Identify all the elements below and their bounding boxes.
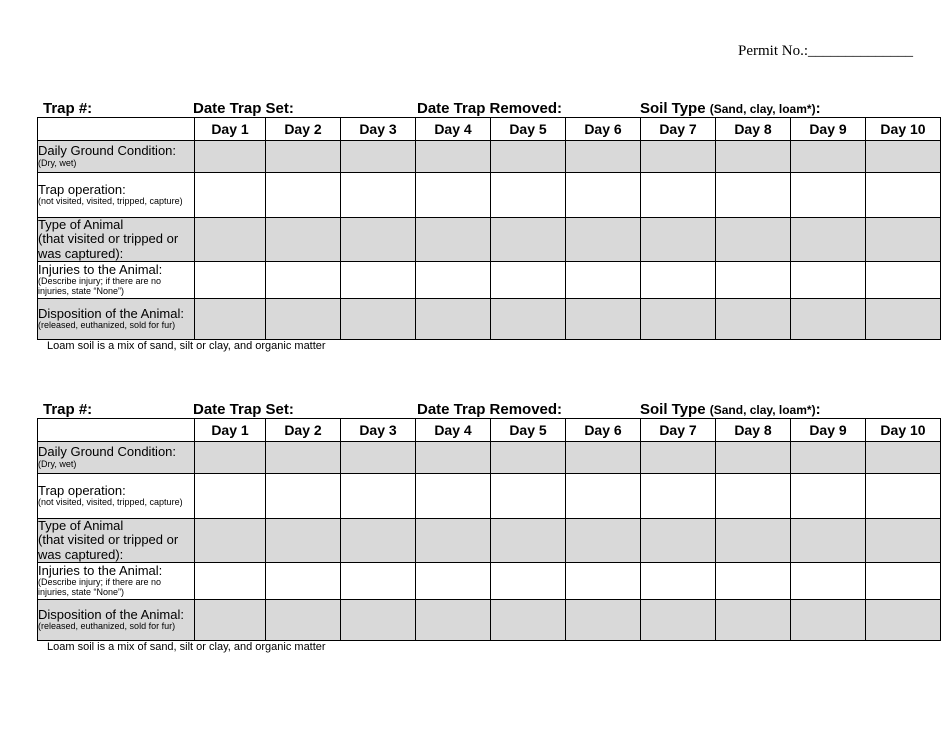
day-header-row [38,419,941,442]
entry-cell[interactable] [566,519,641,563]
row-subtitle: (not visited, visited, tripped, capture) [38,196,183,207]
entry-cell[interactable] [566,599,641,640]
table-row [38,218,941,262]
day-header: Day 7 [641,419,716,442]
table-row [38,173,941,218]
row-label [38,173,195,218]
entry-cell[interactable] [416,298,491,339]
trap-record-section [0,401,950,661]
row-title: Daily Ground Condition: [38,143,177,159]
entry-cell[interactable] [866,474,941,519]
entry-cell[interactable] [641,261,716,298]
row-subtitle: (released, euthanized, sold for fur) [38,320,176,331]
trap-number-label: Trap #: [43,401,93,418]
row-title: Disposition of the Animal: [38,606,184,622]
entry-cell[interactable] [195,599,266,640]
date-trap-removed-field[interactable] [417,401,562,418]
entry-cell[interactable] [195,562,266,599]
row-label [38,519,195,563]
day-header: Day 8 [716,118,791,141]
entry-cell[interactable] [641,519,716,563]
entry-cell[interactable] [416,599,491,640]
entry-cell[interactable] [416,519,491,563]
day-header: Day 5 [491,419,566,442]
entry-cell[interactable] [491,218,566,262]
entry-cell[interactable] [266,298,341,339]
day-header: Day 6 [566,419,641,442]
day-header: Day 4 [416,419,491,442]
trap-number-label: Trap #: [43,100,93,117]
row-subtitle: (Describe injury; if there are no injuries, state “None”) [38,276,162,297]
entry-cell[interactable] [566,261,641,298]
row-title: Trap operation: [38,482,126,498]
entry-cell[interactable] [195,218,266,262]
day-header: Day 10 [866,419,941,442]
entry-cell[interactable] [641,599,716,640]
entry-cell[interactable] [566,218,641,262]
entry-cell[interactable] [716,261,791,298]
row-subtitle: (released, euthanized, sold for fur) [38,621,176,632]
entry-cell[interactable] [791,218,866,262]
soil-type-label: Soil Type [640,100,706,117]
entry-cell[interactable] [566,562,641,599]
entry-cell[interactable] [641,474,716,519]
date-trap-set-label: Date Trap Set: [193,100,294,117]
entry-cell[interactable] [341,261,416,298]
entry-cell[interactable] [791,599,866,640]
entry-cell[interactable] [491,442,566,474]
entry-cell[interactable] [866,442,941,474]
date-trap-set-label: Date Trap Set: [193,401,294,418]
entry-cell[interactable] [195,173,266,218]
entry-cell[interactable] [341,218,416,262]
row-label [38,218,195,262]
entry-cell[interactable] [266,141,341,173]
entry-cell[interactable] [716,519,791,563]
soil-type-colon: : [815,401,821,418]
entry-cell[interactable] [491,562,566,599]
entry-cell[interactable] [866,562,941,599]
entry-cell[interactable] [341,519,416,563]
entry-cell[interactable] [491,298,566,339]
entry-cell[interactable] [195,141,266,173]
entry-cell[interactable] [266,562,341,599]
table-row [38,298,941,339]
entry-cell[interactable] [641,562,716,599]
date-trap-set-field[interactable] [193,100,294,117]
entry-cell[interactable] [716,442,791,474]
entry-cell[interactable] [791,298,866,339]
row-subtitle: (that visited or tripped or was captured): [38,532,179,562]
entry-cell[interactable] [866,599,941,640]
entry-cell[interactable] [266,218,341,262]
row-label [38,298,195,339]
date-trap-removed-field[interactable] [417,100,562,117]
entry-cell[interactable] [491,599,566,640]
row-title: Type of Animal [38,518,124,533]
entry-cell[interactable] [416,173,491,218]
entry-cell[interactable] [416,141,491,173]
date-trap-set-field[interactable] [193,401,294,418]
trap-number-field[interactable] [43,100,92,117]
row-title: Trap operation: [38,181,126,197]
entry-cell[interactable] [641,442,716,474]
day-header-row [38,118,941,141]
entry-cell[interactable] [641,218,716,262]
entry-cell[interactable] [341,141,416,173]
entry-cell[interactable] [716,298,791,339]
entry-cell[interactable] [266,474,341,519]
permit-blank[interactable]: ______________ [808,43,913,59]
day-header: Day 10 [866,118,941,141]
row-title: Injuries to the Animal: [38,261,163,277]
entry-cell[interactable] [416,562,491,599]
entry-cell[interactable] [266,599,341,640]
entry-cell[interactable] [195,261,266,298]
soil-type-hint: (Sand, clay, loam*) [709,403,816,417]
row-label [38,442,195,474]
entry-cell[interactable] [491,141,566,173]
entry-cell[interactable] [266,261,341,298]
trap-record-section [0,100,950,360]
entry-cell[interactable] [866,298,941,339]
entry-cell[interactable] [416,218,491,262]
entry-cell[interactable] [341,173,416,218]
row-subtitle: (that visited or tripped or was captured): [38,231,179,261]
corner-cell [38,419,195,442]
day-header: Day 9 [791,419,866,442]
entry-cell[interactable] [716,173,791,218]
entry-cell[interactable] [866,261,941,298]
entry-cell[interactable] [566,442,641,474]
row-label [38,141,195,173]
row-label [38,261,195,298]
date-trap-removed-label: Date Trap Removed: [417,401,563,418]
day-header: Day 4 [416,118,491,141]
soil-type-hint: (Sand, clay, loam*) [709,102,816,116]
entry-cell[interactable] [416,474,491,519]
entry-cell[interactable] [791,519,866,563]
trap-number-field[interactable] [43,401,92,418]
table-row [38,141,941,173]
entry-cell[interactable] [716,474,791,519]
day-header: Day 5 [491,118,566,141]
table-row [38,261,941,298]
entry-cell[interactable] [491,519,566,563]
entry-cell[interactable] [416,261,491,298]
entry-cell[interactable] [866,218,941,262]
entry-cell[interactable] [416,442,491,474]
entry-cell[interactable] [866,141,941,173]
table-row [38,474,941,519]
day-header: Day 7 [641,118,716,141]
entry-cell[interactable] [195,519,266,563]
row-subtitle: (Describe injury; if there are no injuries, state “None”) [38,577,162,598]
soil-type-field[interactable] [640,401,821,418]
entry-cell[interactable] [716,599,791,640]
entry-cell[interactable] [195,298,266,339]
permit-number[interactable] [738,43,913,60]
row-label [38,562,195,599]
table-row [38,442,941,474]
table-row [38,519,941,563]
entry-cell[interactable] [491,173,566,218]
entry-cell[interactable] [641,141,716,173]
entry-cell[interactable] [266,519,341,563]
entry-cell[interactable] [791,474,866,519]
row-title: Daily Ground Condition: [38,444,177,460]
day-header: Day 8 [716,419,791,442]
entry-cell[interactable] [641,298,716,339]
day-header: Day 6 [566,118,641,141]
row-label [38,599,195,640]
row-title: Disposition of the Animal: [38,305,184,321]
row-title: Injuries to the Animal: [38,562,163,578]
entry-cell[interactable] [566,298,641,339]
day-header: Day 3 [341,118,416,141]
day-header: Day 2 [266,118,341,141]
row-label [38,474,195,519]
entry-cell[interactable] [566,173,641,218]
entry-cell[interactable] [341,442,416,474]
table-row [38,562,941,599]
entry-cell[interactable] [341,562,416,599]
entry-cell[interactable] [266,173,341,218]
trap-log-table [37,418,941,641]
entry-cell[interactable] [341,298,416,339]
day-header: Day 3 [341,419,416,442]
entry-cell[interactable] [716,141,791,173]
entry-cell[interactable] [791,442,866,474]
row-subtitle: (Dry, wet) [38,458,77,469]
entry-cell[interactable] [566,141,641,173]
date-trap-removed-label: Date Trap Removed: [417,100,563,117]
entry-cell[interactable] [266,442,341,474]
entry-cell[interactable] [791,173,866,218]
permit-label: Permit No.: [738,43,808,59]
entry-cell[interactable] [195,474,266,519]
entry-cell[interactable] [866,173,941,218]
entry-cell[interactable] [341,599,416,640]
day-header: Day 1 [195,118,266,141]
day-header: Day 9 [791,118,866,141]
loam-footnote: Loam soil is a mix of sand, silt or clay, and organic matter [47,340,326,352]
row-subtitle: (not visited, visited, tripped, capture) [38,497,183,508]
entry-cell[interactable] [195,442,266,474]
entry-cell[interactable] [566,474,641,519]
table-row [38,599,941,640]
row-subtitle: (Dry, wet) [38,157,77,168]
entry-cell[interactable] [716,562,791,599]
loam-footnote: Loam soil is a mix of sand, silt or clay, and organic matter [47,641,326,653]
soil-type-field[interactable] [640,100,821,117]
entry-cell[interactable] [791,141,866,173]
day-header: Day 2 [266,419,341,442]
soil-type-colon: : [815,100,821,117]
soil-type-label: Soil Type [640,401,706,418]
entry-cell[interactable] [341,474,416,519]
entry-cell[interactable] [791,562,866,599]
entry-cell[interactable] [866,519,941,563]
corner-cell [38,118,195,141]
entry-cell[interactable] [491,261,566,298]
entry-cell[interactable] [491,474,566,519]
entry-cell[interactable] [791,261,866,298]
entry-cell[interactable] [641,173,716,218]
row-title: Type of Animal [38,217,124,232]
day-header: Day 1 [195,419,266,442]
trap-log-table [37,117,941,340]
entry-cell[interactable] [716,218,791,262]
